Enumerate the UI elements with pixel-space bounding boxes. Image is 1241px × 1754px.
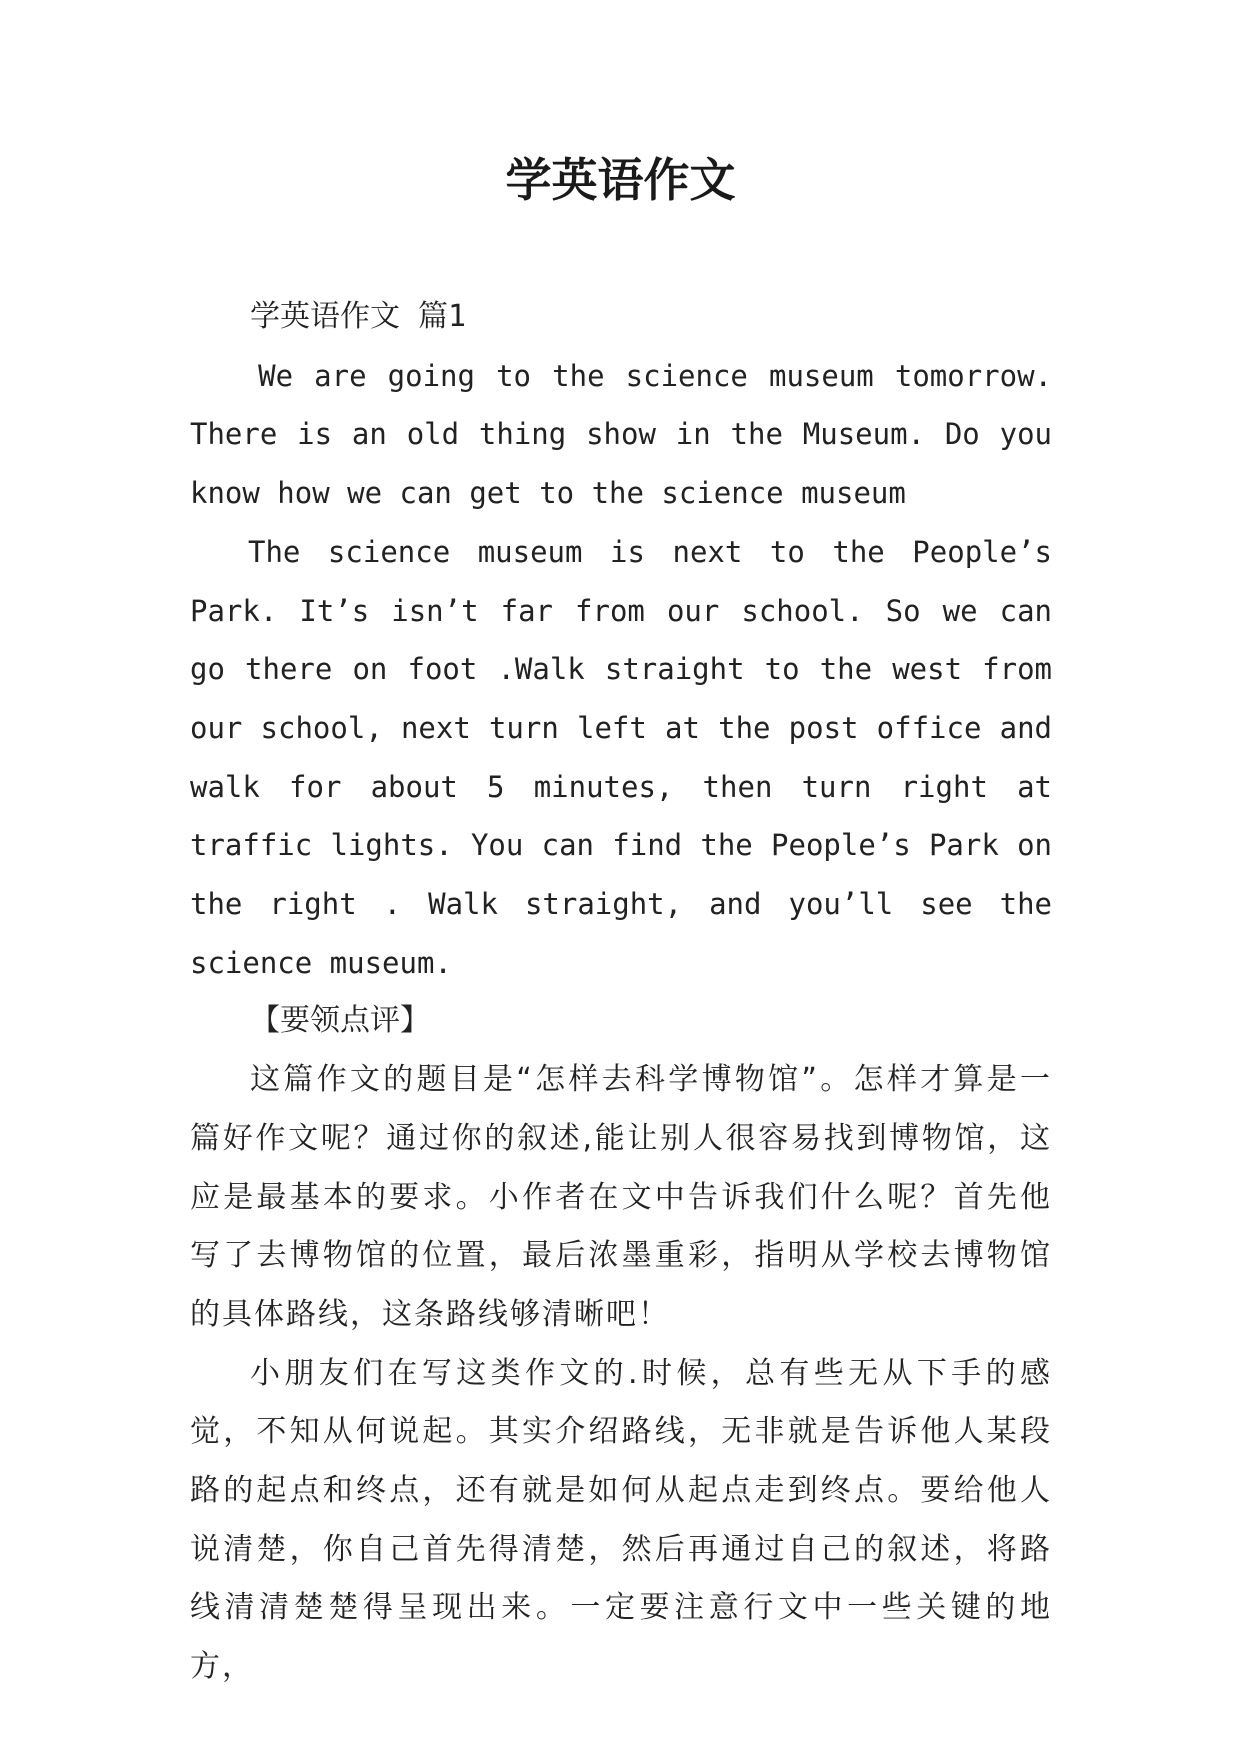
review-paragraph-2: 小朋友们在写这类作文的.时候，总有些无从下手的感觉，不知从何说起。其实介绍路线，无非就是告诉他人某段路的起点和终点，还有就是如何从起点走到终点。要给他人说清楚，你自己首先得清楚，然后再通过自己的叙述，将路线清清楚楚得呈现出来。一定要注意行文中一些关键的地方， <box>190 1355 1052 1685</box>
essay-paragraph-1: We are going to the science museum tomorrow. There is an old thing show in the Museum. Do you know how we can get to the science museum <box>190 358 1052 511</box>
document-body <box>190 288 1052 1697</box>
section-heading: 学英语作文 篇1 <box>250 299 467 334</box>
review-heading: 【要领点评】 <box>250 1003 430 1039</box>
essay-paragraph-2: The science museum is next to the People’s Park. It’s isn’t far from our school. So we can go there on foot .Walk straight to the west from our school, next turn left at the post office and walk for about 5 minutes, then turn right at traffic lights. You can find the People’s Park on the right . Walk straight, and you’ll see the science museum. <box>190 534 1052 980</box>
document-title: 学英语作文 <box>505 153 736 207</box>
review-paragraph-1: 这篇作文的题目是“怎样去科学博物馆”。怎样才算是一篇好作文呢？通过你的叙述,能让别人很容易找到博物馆，这应是最基本的要求。小作者在文中告诉我们什么呢？首先他写了去博物馆的位置，最后浓墨重彩，指明从学校去博物馆的具体路线，这条路线够清晰吧！ <box>190 1062 1052 1332</box>
